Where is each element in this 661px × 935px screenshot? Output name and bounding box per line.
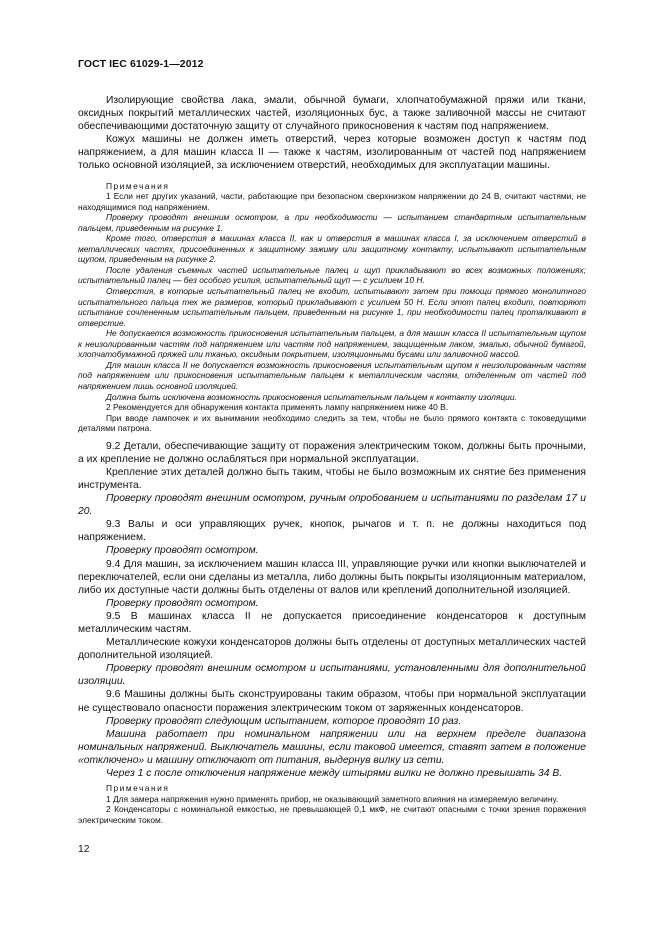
note-paragraph: Для машин класса II не допускается возможность прикосновения испытательным щупом к неизолированным частям под напряжением или прикосновения испытательным пальцем к металлическим частям, отделенным от частей под напряжением лишь основной изоляцией.	[78, 359, 586, 391]
paragraph: Через 1 с после отключения напряжение между штырями вилки не должно превышать 34 В.	[106, 768, 563, 780]
section-body	[78, 440, 586, 780]
paragraph: Машина работает при номинальном напряжении или на верхнем пределе диапазона номинальных напряжений. Выключатель машины, если таковой имеется, ставят затем в положение «отключено» и машину отключают от питания, выдернув вилку из сети.	[78, 728, 586, 766]
page-content	[78, 94, 586, 825]
note-paragraph: Отверстия, в которые испытательный палец не входит, испытывают затем при помощи прямого монолитного испытательного пальца тех же размеров, который прикладывают с усилием 50 Н. Если этот палец входит, повторяют испытание сочлененным испытательным пальцем, приведенным на рисунке 1, при необходимости палец проталкивают в отверстие.	[78, 286, 586, 328]
notes-list	[78, 191, 586, 434]
paragraph: Металлические кожухи конденсаторов должны быть отделены от доступных металлических частей дополнительной изоляцией.	[78, 637, 586, 662]
paragraph: Проверку проводят следующим испытанием, которое проводят 10 раз.	[106, 715, 462, 727]
paragraph: 9.4 Для машин, за исключением машин класса III, управляющие ручки или кнопки выключателей и переключателей, если они сделаны из металла, либо должны быть покрыты изоляционным материалом, либо их доступные части должны быть отделены от валов или креплений дополнительной изоляцией.	[78, 558, 586, 596]
notes-block	[78, 181, 586, 434]
note-paragraph: Должна быть исключена возможность прикосновения испытательным пальцем к контакту изоляции.	[106, 391, 517, 402]
note-paragraph: Не допускается возможность прикосновения испытательным пальцем, а для машин класса II испытательным щупом к неизолированным частям под напряжением или частям под напряжением, защищенным лаком, эмалью, обычной бумагой, хлопчатобумажной пряжей или тканью, оксидным покрытием, изоляционными бусами или заливочной массой.	[78, 328, 586, 360]
paragraph: 9.2 Детали, обеспечивающие защиту от поражения электрическим током, должны быть прочными, а их крепление не должно ослабляться при нормальной эксплуатации.	[78, 440, 586, 465]
standard-header: ГОСТ IEC 61029-1—2012	[78, 58, 204, 70]
notes-list	[78, 794, 586, 826]
note-paragraph: После удаления съемных частей испытательные палец и щуп прикладывают во всех возможных положениях; испытательный палец — без особого усилия, испытательный щуп — с усилием 10 Н.	[78, 264, 586, 286]
paragraph: Проверку проводят внешним осмотром, ручным опробованием и испытаниями по разделам 17 и 20.	[78, 493, 586, 518]
intro-block	[78, 94, 586, 173]
paragraph: Кожух машины не должен иметь отверстий, через которые возможен доступ к частям под напряжением, а для машин класса II — также к частям, изолированным от частей под напряжением только основной изоляцией, за исключением отверстий, необходимых для эксплуатации машины.	[78, 134, 586, 172]
note-paragraph: Проверку проводят внешним осмотром, а при необходимости — испытанием стандартным испытательным пальцем, приведенным на рисунке 1.	[78, 212, 586, 233]
paragraph: 9.3 Валы и оси управляющих ручек, кнопок, рычагов и т. п. не должны находиться под напряжением.	[78, 519, 586, 544]
paragraph: Крепление этих деталей должно быть таким, чтобы не было возможным их снятие без применения инструмента.	[78, 466, 586, 491]
page-number: 12	[78, 844, 90, 855]
paragraph: Проверку проводят внешним осмотром и испытаниями, установленными для дополнительной изоляции.	[78, 663, 586, 688]
paragraph: 9.5 В машинах класса II не допускается присоединение конденсаторов к доступным металлическим частям.	[78, 610, 586, 635]
paragraph: Проверку проводят осмотром.	[106, 597, 259, 609]
notes-title: Примечания	[106, 783, 170, 794]
note-paragraph: 1 Для замера напряжения нужно применять прибор, не оказывающий заметного влияния на измеряемую величину.	[106, 793, 559, 804]
note-paragraph: 2 Рекомендуется для обнаружения контакта применять лампу напряжением ниже 40 В.	[106, 402, 449, 413]
note-paragraph: При вводе лампочек и их вынимании необходимо следить за тем, чтобы не было прямого контакта с токоведущими деталями патрона.	[78, 412, 586, 434]
notes-block	[78, 783, 586, 825]
paragraph: 9.6 Машины должны быть сконструированы таким образом, чтобы при нормальной эксплуатации не существовало опасности поражения электрическим током от заряженных конденсаторов.	[78, 689, 586, 714]
note-paragraph: 2 Конденсаторы с номинальной емкостью, не превышающей 0,1 мкФ, не считают опасными с точки зрения поражения электрическим током.	[78, 804, 586, 825]
paragraph: Изолирующие свойства лака, эмали, обычной бумаги, хлопчатобумажной пряжи или ткани, оксидных покрытий металлических частей, изоляционных бус, а также заливочной массы не считают обеспечивающими достаточную защиту от случайного прикосновения к частям под напряжением.	[78, 95, 586, 133]
paragraph: Проверку проводят осмотром.	[106, 545, 259, 557]
note-paragraph: 1 Если нет других указаний, части, работающие при безопасном сверхнизком напряжении до 24 В, считают частями, не находящимися под напряжением.	[78, 191, 586, 212]
note-paragraph: Кроме того, отверстия в машинах класса II, как и отверстия в машинах класса I, за исключением отверстий в металлических частях, присоединенных к защитному зажиму или защитному контакту, испытывают испытательным щупом, приведенным на рисунке 2.	[78, 233, 586, 265]
notes-title: Примечания	[106, 180, 170, 191]
